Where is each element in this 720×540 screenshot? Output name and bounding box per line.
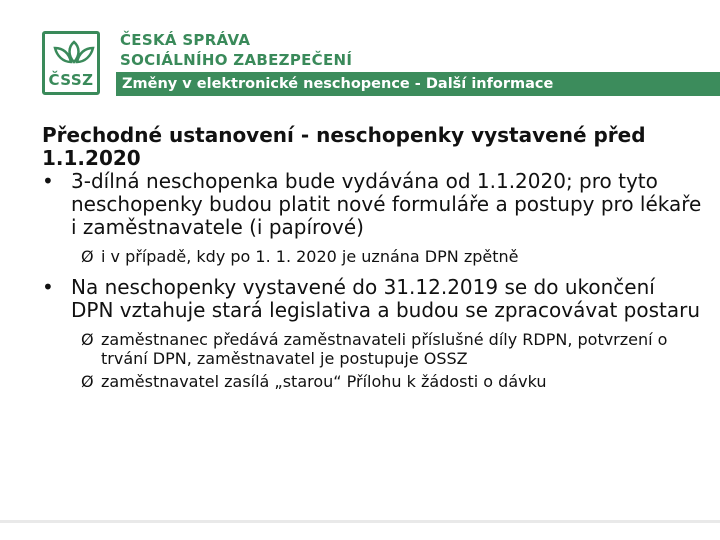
org-line-2: SOCIÁLNÍHO ZABEZPEČENÍ bbox=[120, 51, 353, 69]
section-heading: Přechodné ustanovení - neschopenky vystavené před 1.1.2020 bbox=[42, 123, 646, 170]
bullet-text: 3-dílná neschopenka bude vydávána od 1.1.2020; pro tyto neschopenky budou platit nové formuláře a postupy pro lékaře i zaměstnavatele (i papírové) bbox=[71, 169, 702, 239]
logo-text: ČSSZ bbox=[48, 71, 94, 89]
sub-bullet-item bbox=[42, 372, 702, 391]
slide-title: Změny v elektronické neschopence - Další informace bbox=[122, 76, 554, 92]
arrow-bullet-icon: Ø bbox=[81, 372, 94, 391]
org-line-1: ČESKÁ SPRÁVA bbox=[120, 31, 251, 49]
slide-content bbox=[42, 124, 702, 391]
sub-bullet-text: zaměstnanec předává zaměstnavateli příslušné díly RDPN, potvrzení o trvání DPN, zaměstnavatel je postupuje OSSZ bbox=[101, 330, 668, 368]
cssz-logo bbox=[42, 31, 100, 95]
bullet-marker: • bbox=[42, 275, 54, 299]
sub-bullet-text: i v případě, kdy po 1. 1. 2020 je uznána DPN zpětně bbox=[101, 247, 519, 266]
bullet-item bbox=[42, 276, 702, 322]
bullet-item bbox=[42, 170, 702, 239]
arrow-bullet-icon: Ø bbox=[81, 330, 94, 349]
sub-bullet-item bbox=[42, 247, 702, 266]
leaf-emblem-icon bbox=[51, 38, 97, 70]
organization-name bbox=[120, 30, 352, 70]
bullet-marker: • bbox=[42, 169, 54, 193]
bullet-text: Na neschopenky vystavené do 31.12.2019 se do ukončení DPN vztahuje stará legislativa a budou se zpracovávat postaru bbox=[71, 275, 700, 322]
arrow-bullet-icon: Ø bbox=[81, 247, 94, 266]
footer-divider bbox=[0, 520, 720, 523]
sub-bullet-text: zaměstnavatel zasílá „starou“ Přílohu k žádosti o dávku bbox=[101, 372, 547, 391]
sub-bullet-item bbox=[42, 330, 702, 368]
